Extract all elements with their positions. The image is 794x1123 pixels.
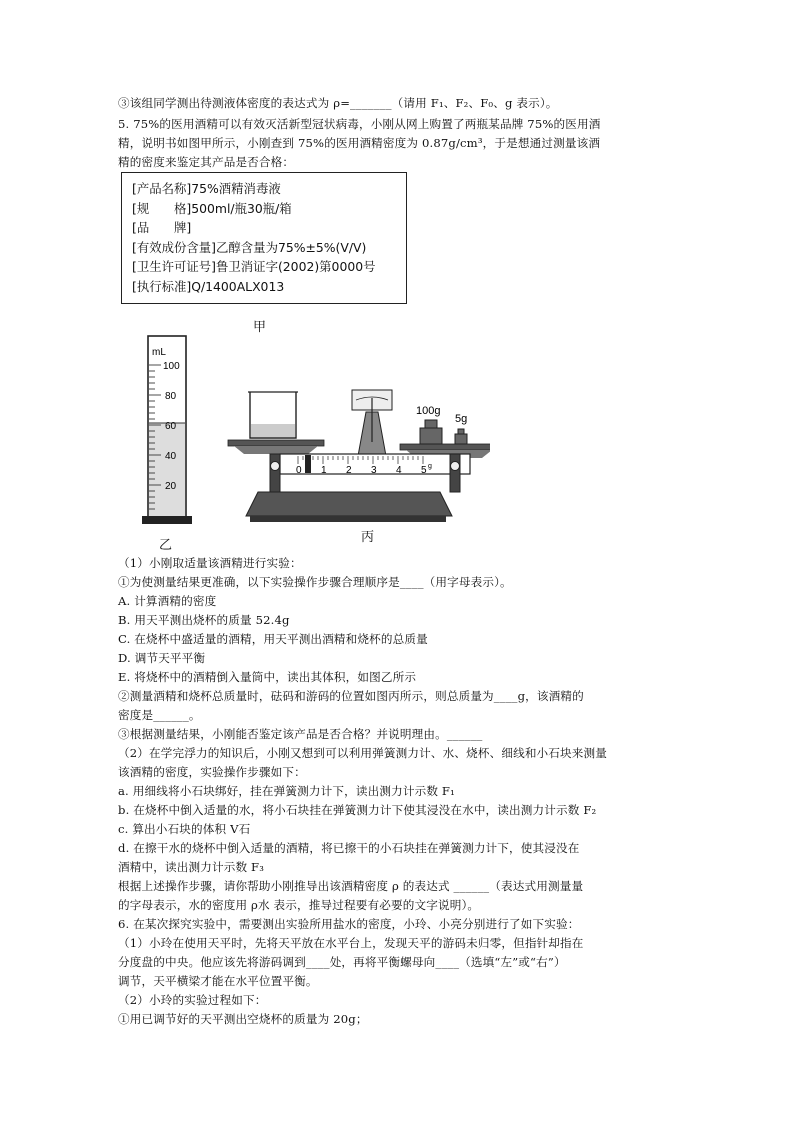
- scale-number: 2: [346, 465, 352, 476]
- cylinder-tick-label: 80: [165, 391, 177, 402]
- figure-jia-label: 甲: [253, 320, 267, 335]
- cylinder-tick-label: 60: [165, 421, 177, 432]
- step-c: c. 算出小石块的体积 V石: [118, 822, 251, 836]
- text-line: （2）小玲的实验过程如下：: [118, 993, 267, 1007]
- apparatus-figure: [130, 330, 490, 550]
- text-line: 该酒精的密度，实验操作步骤如下：: [118, 765, 306, 779]
- text-line: 酒精中，读出测力计示数 F₃: [118, 860, 265, 874]
- option-d: D. 调节天平平衡: [118, 651, 206, 665]
- question-6-line: 6. 在某次探究实验中，需要测出实验所用盐水的密度，小玲、小亮分别进行了如下实验：: [118, 917, 580, 931]
- figure-yi-label: 乙: [159, 538, 173, 553]
- label-row: [产品名称]75%酒精消毒液: [132, 181, 281, 196]
- balance: [228, 390, 490, 522]
- step-b: b. 在烧杯中倒入适量的水，将小石块挂在弹簧测力计下使其浸没在水中，读出测力计示数 F₂: [118, 803, 597, 817]
- cylinder-tick-label: 100: [163, 361, 180, 372]
- balance-pointer: [352, 390, 392, 456]
- label-row: [卫生许可证号]鲁卫消证字(2002)第0000号: [132, 259, 376, 275]
- scale-number: 1: [321, 465, 327, 476]
- label-row: [品 牌]: [132, 220, 192, 236]
- beaker: [248, 392, 298, 438]
- scale-number: 4: [396, 465, 402, 476]
- text-line: 根据上述操作步骤，请你帮助小刚推导出该酒精密度 ρ 的表达式 ______（表达式用测量量: [118, 879, 584, 893]
- text-line: 调节，天平横梁才能在水平位置平衡。: [118, 974, 318, 988]
- figure-bing-label: 丙: [361, 530, 375, 545]
- question-5-line-3: 精的密度来鉴定其产品是否合格：: [118, 155, 295, 169]
- text-line: （2）在学完浮力的知识后，小刚又想到可以利用弹簧测力计、水、烧杯、细线和小石块来测量: [118, 746, 608, 760]
- scale-number: 0: [296, 465, 302, 476]
- option-c: C. 在烧杯中盛适量的酒精，用天平测出酒精和烧杯的总质量: [118, 632, 428, 646]
- text-line: 的字母表示，水的密度用 ρ水 表示，推导过程要有必要的文字说明）。: [118, 898, 480, 912]
- text-line: （1）小玲在使用天平时，先将天平放在水平台上，发现天平的游码未归零，但指针却指在: [118, 936, 584, 950]
- graduated-cylinder: [142, 336, 192, 524]
- label-row: [执行标准]Q/1400ALX013: [132, 278, 285, 294]
- scale-number: 5: [421, 465, 427, 476]
- option-e: E. 将烧杯中的酒精倒入量筒中，读出其体积，如图乙所示: [118, 670, 417, 684]
- cylinder-tick-label: 20: [165, 481, 177, 492]
- text-line: ③该组同学测出待测液体密度的表达式为 ρ=_______（请用 F₁、F₂、F₀、g 表示）。: [118, 96, 558, 110]
- question-5-line-1: 5. 75%的医用酒精可以有效灭活新型冠状病毒，小刚从网上购置了两瓶某品牌 75%的医用酒: [118, 117, 601, 131]
- weight-100g: [420, 420, 442, 444]
- product-label-box: [121, 172, 407, 304]
- text-line: ①为使测量结果更准确，以下实验操作步骤合理顺序是____（用字母表示）。: [118, 575, 512, 589]
- cylinder-unit: mL: [152, 347, 166, 358]
- option-b: B. 用天平测出烧杯的质量 52.4g: [118, 613, 290, 627]
- weight-5g-label: 5g: [455, 413, 468, 425]
- question-5-line-2: 精，说明书如图甲所示，小刚查到 75%的医用酒精密度为 0.87g/cm³，于是想通过测量该酒: [118, 136, 601, 150]
- text-line: ①用已调节好的天平测出空烧杯的质量为 20g；: [118, 1012, 368, 1026]
- text-line: ②测量酒精和烧杯总质量时，砝码和游码的位置如图丙所示，则总质量为____g，该酒精的: [118, 689, 584, 703]
- option-a: A. 计算酒精的密度: [118, 594, 217, 608]
- rider: [305, 455, 311, 473]
- step-d: d. 在擦干水的烧杯中倒入适量的酒精，将已擦干的小石块挂在弹簧测力计下，使其浸没在: [118, 841, 580, 855]
- balance-nut-left: [270, 454, 280, 492]
- step-a: a. 用细线将小石块绑好，挂在弹簧测力计下，读出测力计示数 F₁: [118, 784, 455, 798]
- cylinder-tick-label: 40: [165, 451, 177, 462]
- label-row: [有效成份含量]乙醇含量为75%±5%(V/V): [132, 239, 367, 255]
- scale-number: 3: [371, 465, 377, 476]
- balance-nut-right: [450, 454, 460, 492]
- weight-5g: [455, 429, 467, 444]
- text-line: ③根据测量结果，小刚能否鉴定该产品是否合格？并说明理由。______: [118, 727, 483, 741]
- text-line: 分度盘的中央。他应该先将游码调到____处，再将平衡螺母向____（选填“左”或“右”）: [118, 955, 566, 969]
- text-line: （1）小刚取适量该酒精进行实验：: [118, 556, 302, 570]
- scale-unit: g: [428, 463, 432, 470]
- text-line: 密度是______。: [118, 708, 201, 722]
- label-row: [规 格]500ml/瓶30瓶/箱: [132, 200, 292, 216]
- weight-100g-label: 100g: [416, 405, 441, 417]
